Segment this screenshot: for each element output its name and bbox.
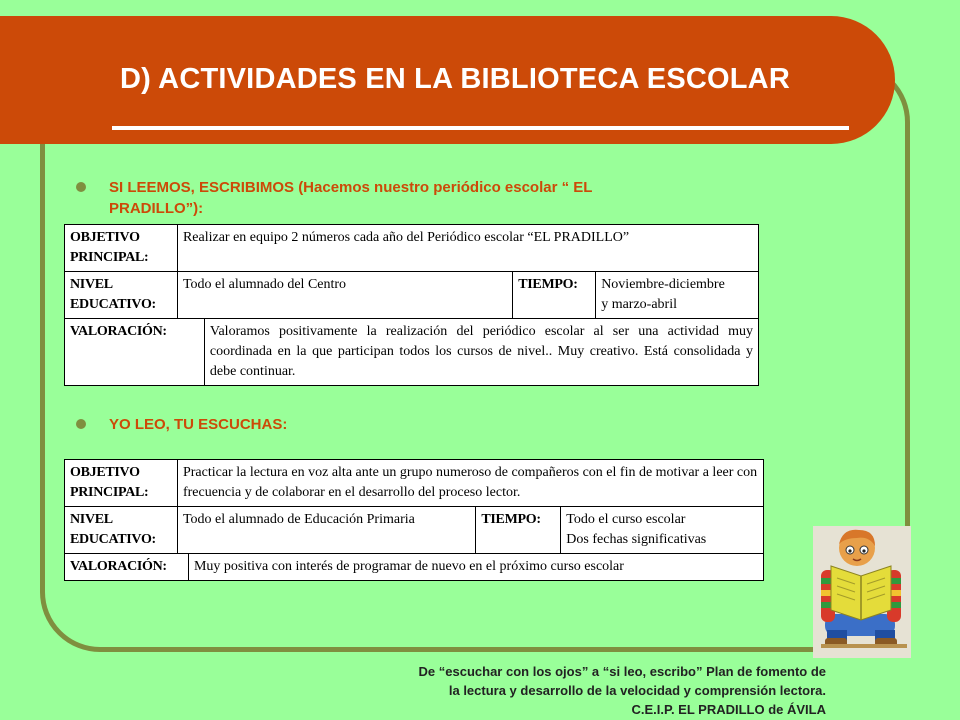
table-row — [65, 319, 759, 386]
tiempo-line: Noviembre-diciembre — [601, 277, 725, 292]
footer-line: C.E.I.P. EL PRADILLO de ÁVILA — [631, 702, 826, 717]
table-row — [65, 460, 764, 507]
objetivo-label — [65, 225, 178, 272]
valoracion-value: Muy positiva con interés de programar de nuevo en el próximo curso escolar — [188, 554, 763, 581]
label-line: NIVEL — [70, 277, 113, 292]
nivel-value: Todo el alumnado de Educación Primaria — [177, 507, 475, 554]
tiempo-label: TIEMPO: — [476, 507, 561, 554]
bullet-text-line: SI LEEMOS, ESCRIBIMOS (Hacemos nuestro periódico escolar “ EL — [109, 179, 593, 196]
nivel-value: Todo el alumnado del Centro — [177, 272, 512, 319]
title-underline — [112, 126, 849, 130]
table-row — [65, 554, 764, 581]
tiempo-value — [561, 507, 764, 554]
table-row — [65, 272, 759, 319]
bullet-item-yo-leo — [76, 414, 776, 435]
nivel-label — [65, 272, 178, 319]
label-line: NIVEL — [70, 512, 113, 527]
tiempo-line: Dos fechas significativas — [566, 532, 707, 547]
reading-child-icon — [813, 526, 911, 658]
bullet-dot — [76, 182, 86, 192]
objetivo-value: Realizar en equipo 2 números cada año del Periódico escolar “EL PRADILLO” — [177, 225, 758, 272]
slide-title: D) ACTIVIDADES EN LA BIBLIOTECA ESCOLAR — [120, 63, 790, 95]
valoracion-label: VALORACIÓN: — [65, 554, 189, 581]
label-line: EDUCATIVO: — [70, 297, 156, 312]
tiempo-value — [596, 272, 759, 319]
reading-child-drawing — [813, 526, 911, 658]
valoracion-label: VALORACIÓN: — [65, 319, 205, 386]
nivel-label — [65, 507, 178, 554]
bullet-text: YO LEO, TU ESCUCHAS: — [109, 416, 288, 433]
tiempo-line: Todo el curso escolar — [566, 512, 686, 527]
tiempo-label: TIEMPO: — [513, 272, 596, 319]
bullet-text-line: PRADILLO”): — [109, 200, 204, 217]
objetivo-label — [65, 460, 178, 507]
footer-line: la lectura y desarrollo de la velocidad y comprensión lectora. — [448, 683, 826, 698]
activity-table-yo-leo — [64, 459, 764, 581]
bullet-item-periodico — [76, 177, 776, 219]
tiempo-line: y marzo-abril — [601, 297, 677, 312]
label-line: PRINCIPAL: — [70, 250, 149, 265]
valoracion-value: Valoramos positivamente la realización del periódico escolar al ser una actividad muy coordinada en la que participan todos los cursos de nivel.. Muy creativo. Está consolidada y debe continuar. — [204, 319, 758, 386]
label-line: OBJETIVO — [70, 465, 140, 480]
activity-table-periodico — [64, 224, 759, 386]
table-row — [65, 225, 759, 272]
footer-line: De “escuchar con los ojos” a “si leo, escribo” Plan de fomento de — [418, 664, 826, 679]
label-line: PRINCIPAL: — [70, 485, 149, 500]
label-line: EDUCATIVO: — [70, 532, 156, 547]
bullet-text — [109, 177, 592, 219]
label-line: OBJETIVO — [70, 230, 140, 245]
objetivo-value: Practicar la lectura en voz alta ante un grupo numeroso de compañeros con el fin de motivar a leer con frecuencia y de colaborar en el desarrollo del proceso lector. — [177, 460, 763, 507]
bullet-dot — [76, 419, 86, 429]
table-row — [65, 507, 764, 554]
footer-caption — [419, 662, 826, 719]
